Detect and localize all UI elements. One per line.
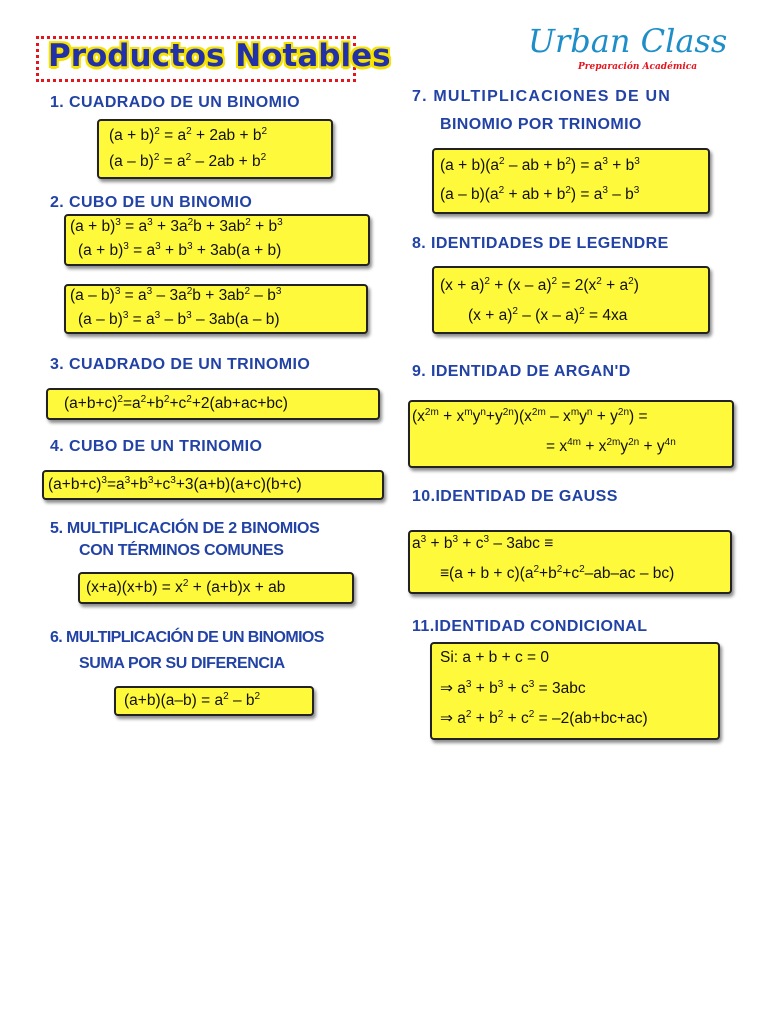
exponent: 3 <box>465 678 472 690</box>
exponent: 2 <box>556 563 563 575</box>
exponent: 2 <box>551 275 558 287</box>
formula-line: $(a + b)^3 = a^3 + b^3 + 3ab(a + b)$ <box>78 240 282 259</box>
formula-line: $(a - b)^3 = a^3 - b^3 - 3ab(a - b)$ <box>78 309 280 328</box>
heading-2: 2. CUBO DE UN BINOMIO <box>50 194 253 211</box>
formula-box-9 <box>408 400 734 468</box>
exponent: 2 <box>512 305 518 317</box>
heading-4: 4. CUBO DE UN TRINOMIO <box>50 438 263 455</box>
exponent: 2 <box>186 393 192 405</box>
exponent: 3 <box>146 285 153 297</box>
exponent: 3 <box>170 474 176 486</box>
formula-box-10 <box>408 530 732 594</box>
page-title: Productos Notables <box>48 38 391 74</box>
exponent: 2 <box>465 708 472 720</box>
exponent: 3 <box>122 309 129 321</box>
exponent: 3 <box>497 678 504 690</box>
formula-box-6 <box>114 686 314 716</box>
formula-line: Si: a + b + c = 0 <box>440 649 549 666</box>
heading-7: 7. MULTIPLICACIONES DE UN <box>412 88 672 105</box>
exponent: 3 <box>155 240 161 252</box>
exponent: 3 <box>147 216 153 228</box>
heading-6-line2: SUMA POR SU DIFERENCIA <box>79 655 285 672</box>
heading-5: 5. MULTIPLICACIÓN DE 2 BINOMIOS <box>50 520 320 537</box>
formula-line: $(a - b)^3 = a^3 - 3a^2b + 3ab^2 - b^3$ <box>70 285 282 304</box>
exponent: 3 <box>101 474 107 486</box>
exponent: 3 <box>186 309 192 321</box>
exponent: 2 <box>565 155 571 167</box>
exponent: 2 <box>154 125 160 137</box>
exponent: 3 <box>420 533 427 545</box>
exponent: 3 <box>115 216 121 228</box>
heading-10: 10.IDENTIDAD DE GAUSS <box>412 488 618 505</box>
exponent: 3 <box>483 533 490 545</box>
logo-name: Urban Class <box>528 22 728 60</box>
exponent: 3 <box>634 155 640 167</box>
exponent: 2m <box>531 406 546 418</box>
exponent: 2 <box>579 563 585 575</box>
exponent: 2n <box>502 406 514 418</box>
heading-5-line2: CON TÉRMINOS COMUNES <box>79 542 284 559</box>
formula-box-2a <box>64 214 370 266</box>
formula-line: $(a+b+c)^3=a^3+b^3+c^3+3(a+b)(a+c)(b+c)$ <box>48 474 302 493</box>
formula-line: $(a + b)^3 = a^3 + 3a^2b + 3ab^2 + b^3$ <box>70 216 283 235</box>
heading-3: 3. CUADRADO DE UN TRINOMIO <box>50 356 311 373</box>
exponent: 2 <box>185 151 192 163</box>
exponent: 2 <box>260 151 267 163</box>
formula-line: $(a - b)(a^2$ + ab + $b^2) = a^3 - b^3$ <box>440 184 640 203</box>
exponent: 2 <box>484 275 490 287</box>
exponent: 2 <box>628 275 634 287</box>
formula-box-7 <box>432 148 710 214</box>
exponent: 2 <box>140 393 147 405</box>
heading-6: 6. MULTIPLICACIÓN DE UN BINOMIOS <box>50 629 324 646</box>
exponent: 2n <box>628 436 640 448</box>
exponent: n <box>586 406 593 418</box>
exponent: 2 <box>245 216 251 228</box>
exponent: 3 <box>602 155 608 167</box>
exponent: 2 <box>153 151 160 163</box>
exponent: 4n <box>664 436 676 448</box>
formula-box-1 <box>97 119 333 179</box>
heading-11: 11.IDENTIDAD CONDICIONAL <box>412 618 648 635</box>
exponent: 3 <box>277 216 283 228</box>
exponent: 2m <box>606 436 621 448</box>
formula-line: $(a+b+c)^2=a^2+b^2+c^2+2(ab+ac+bc)$ <box>64 393 288 412</box>
exponent: 2 <box>261 125 268 137</box>
exponent: 4m <box>567 436 582 448</box>
formula-line: $(x + a)^2 - (x - a)^2 = 4xa$ <box>468 305 628 324</box>
heading-1: 1. CUADRADO DE UN BINOMIO <box>50 94 301 111</box>
formula-box-4 <box>42 470 384 500</box>
formula-line: $(a + b)(a^2$ – ab + $b^2) = a^3 + b^3$ <box>440 155 640 174</box>
formula-line: = $x^{4m} + x^{2m}y^{2n} + y^{4n}$ <box>546 436 676 455</box>
formula-line: $\equiv(a + b + c)(a^2+b^2+c^2-ab-ac - bc)$ <box>440 563 675 582</box>
exponent: 2 <box>565 184 571 196</box>
exponent: 2 <box>579 305 585 317</box>
exponent: 3 <box>123 240 129 252</box>
exponent: m <box>570 406 580 418</box>
formula-box-3 <box>46 388 380 420</box>
exponent: 2 <box>596 275 602 287</box>
exponent: 2 <box>223 690 229 702</box>
exponent: 3 <box>275 285 282 297</box>
exponent: 2 <box>187 216 194 228</box>
formula-box-2b <box>64 284 368 334</box>
exponent: 2 <box>497 708 504 720</box>
formula-line: $(x+a)(x+b) = x^2 + (a+b)x$ + ab <box>86 577 286 596</box>
heading-8: 8. IDENTIDADES DE LEGENDRE <box>412 235 669 252</box>
exponent: 2 <box>499 155 505 167</box>
exponent: 2 <box>117 393 123 405</box>
exponent: 3 <box>147 474 154 486</box>
exponent: 2 <box>163 393 170 405</box>
logo-tagline: Preparación Académica <box>578 62 698 72</box>
formula-line: $a^3 + b^3 + c^3 - 3abc$ ≡ <box>412 533 554 552</box>
formula-box-5 <box>78 572 354 604</box>
formula-box-8 <box>432 266 710 334</box>
exponent: 3 <box>452 533 459 545</box>
exponent: 2 <box>528 708 535 720</box>
exponent: 2 <box>186 125 192 137</box>
formula-box-11 <box>430 642 720 740</box>
exponent: 3 <box>602 184 608 196</box>
formula-line: $(a + b)^2 = a^2 + 2ab + b^2$ <box>109 125 268 144</box>
exponent: 2n <box>617 406 630 418</box>
exponent: 2 <box>533 563 540 575</box>
formula-line: $(a - b)^2 = a^2 - 2ab + b^2$ <box>109 151 267 170</box>
exponent: 2 <box>182 577 189 589</box>
exponent: 3 <box>186 240 193 252</box>
exponent: 2 <box>244 285 250 297</box>
exponent: 3 <box>154 309 161 321</box>
exponent: 2 <box>498 184 505 196</box>
exponent: 3 <box>124 474 131 486</box>
exponent: 2 <box>186 285 193 297</box>
exponent: 3 <box>114 285 121 297</box>
formula-line: $(x + a)^2 + (x - a)^2 = 2(x^2 + a^2)$ <box>440 275 639 294</box>
formula-line: $(x^{2m} + x^my^n+y^{2n})(x^{2m} - x^my^n + y^{2n})$ = <box>412 406 648 425</box>
heading-9: 9. IDENTIDAD DE ARGAN'D <box>412 363 631 380</box>
exponent: 2m <box>424 406 439 418</box>
exponent: 2 <box>254 690 261 702</box>
formula-line: ⇒ $a^3 + b^3 + c^3 = 3abc$ <box>440 678 586 697</box>
exponent: m <box>464 406 473 418</box>
exponent: n <box>480 406 486 418</box>
exponent: 3 <box>633 184 640 196</box>
formula-line: ⇒ $a^2 + b^2 + c^2 = -2(ab+bc+ac)$ <box>440 708 648 727</box>
exponent: 3 <box>528 678 535 690</box>
heading-7-line2: BINOMIO POR TRINOMIO <box>440 116 642 133</box>
formula-line: $(a+b)(a-b) = a^2 - b^2$ <box>124 690 261 709</box>
